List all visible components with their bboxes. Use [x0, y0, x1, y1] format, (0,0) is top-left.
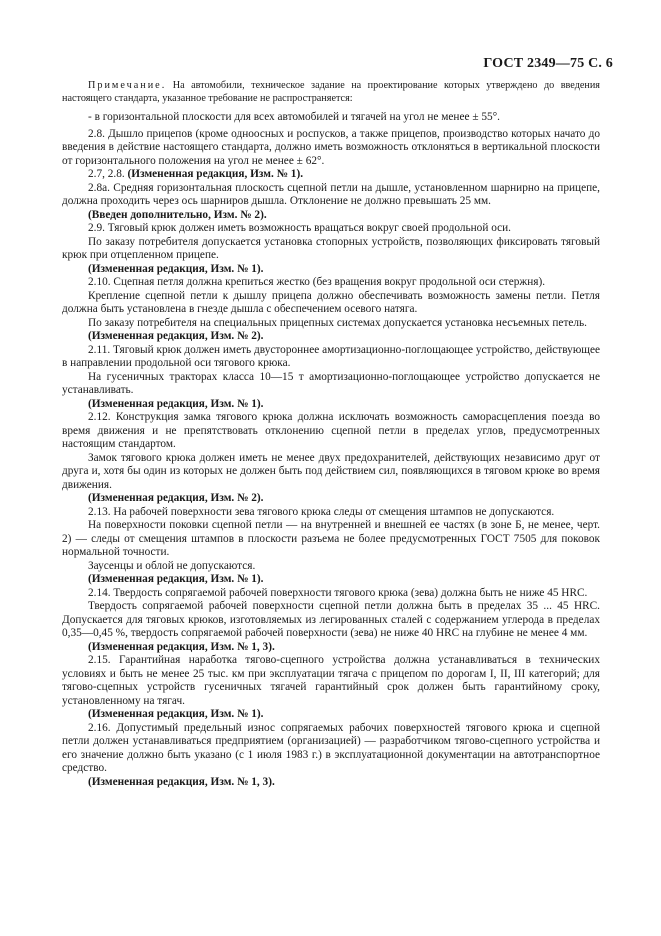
paragraph-text: Крепление сцепной петли к дышлу прицепа должно обеспечивать возможность замены петли. Петля должна быть установлена в гнезде дышла с обеспечением осевого натяга. — [62, 289, 600, 315]
paragraph-2-8a: 2.8а. Средняя горизонтальная плоскость сцепной петли на дышле, установленном шарнирно на прицепе, должна проходить через ось шарниров дышла. Отклонение не должно превышать 25 мм. — [62, 181, 600, 207]
paragraph-text: По заказу потребителя на специальных прицепных системах допускается установка несъемных петель. — [88, 316, 588, 329]
paragraph-2-16: 2.16. Допустимый предельный износ сопрягаемых рабочих поверхностей тягового крюка и сцепной петли должен устанавливаться предприятием (организацией) — разработчиком тягово-сцепного устройства и его значение должно быть указано (с 1 июля 1983 г.) в эксплуатационной документации на автотранспортное средство. — [62, 721, 600, 774]
amendment-note: (Измененная редакция, Изм. № 1). — [88, 397, 264, 410]
paragraph-2-9: 2.9. Тяговый крюк должен иметь возможность вращаться вокруг своей продольной оси. — [88, 222, 512, 234]
amendment-note: (Измененная редакция, Изм. № 2). — [88, 330, 264, 342]
paragraph-2-8: 2.8. Дышло прицепов (кроме одноосных и роспусков, а также прицепов, производство которых начато до введения в действие настоящего стандарта, должно иметь возможность отклоняться в вертикальной плоскости от горизонтального положения на угол не менее ± 62°. — [62, 127, 600, 167]
paragraph-2-10: 2.10. Сцепная петля должна крепиться жестко (без вращения вокруг продольной оси стержня). — [88, 276, 546, 288]
note-paragraph — [62, 80, 600, 105]
paragraph-2-7-2-8-amendment — [62, 168, 600, 182]
note-label: Примечание. — [88, 80, 167, 91]
paragraph-text: По заказу потребителя допускается установка стопорных устройств, позволяющих фиксировать тяговый крюк при отцепленном прицепе. — [62, 235, 600, 261]
paragraph-2-12: 2.12. Конструкция замка тягового крюка должна исключать возможность саморасцепления поезда во время движения и не препятствовать отклонению сцепной петли в пределах углов, предусмотренных настоящим стандартом. — [62, 411, 600, 450]
paragraph-2-15: 2.15. Гарантийная наработка тягово-сцепного устройства должна устанавливаться в технических условиях и быть не менее 25 тыс. км при эксплуатации тягача с прицепом по дорогам I, II, III категорий; для тягово-сцепных устройств гусеничных тягачей гарантийный срок должен быть гарантийному сроку, установленному на тягач. — [62, 654, 600, 707]
amendment-note: (Введен дополнительно, Изм. № 2). — [88, 208, 267, 221]
amendment-note: (Измененная редакция, Изм. № 1). — [88, 708, 264, 720]
amendment-note: (Измененная редакция, Изм. № 1, 3). — [88, 640, 275, 653]
paragraph-horizontal-plane: - в горизонтальной плоскости для всех автомобилей и тягачей на угол не менее ± 55°. — [88, 111, 500, 123]
page-header: ГОСТ 2349—75 С. 6 — [483, 56, 613, 71]
paragraph-text: Заусенцы и облой не допускаются. — [88, 559, 256, 572]
paragraph-text: На поверхности поковки сцепной петли — на внутренней и внешней ее частях (в зоне Б, не менее, черт. 2) — следы от смещения штампов в плоскости разъема не более предусмотренных ГОСТ 7505 для поковок нормальной точности. — [62, 519, 600, 558]
paragraph-text: Замок тягового крюка должен иметь не менее двух предохранителей, действующих независимо друг от друга и, хотя бы один из которых не должен быть под действием сил, появляющихся в тяговом крюке во время движения. — [62, 451, 600, 491]
paragraph-2-13: 2.13. На рабочей поверхности зева тягового крюка следы от смещения штампов не допускаются. — [88, 505, 555, 518]
amendment-note: (Измененная редакция, Изм. № 2). — [88, 492, 264, 504]
paragraph-text: Твердость сопрягаемой рабочей поверхности сцепной петли должна быть в пределах 35 ... 45 HRC. Допускается для тяговых крюков, изготовляемых из легированных сталей с содержанием углерода в пределах 0,35—0,45 %, твердость сопрягаемой рабочей поверхности (зева) не ниже 40 HRC на глубине не менее 4 мм. — [62, 600, 600, 639]
document-body — [62, 80, 600, 789]
amendment-note: (Измененная редакция, Изм. № 1). — [127, 168, 304, 180]
amendment-note: (Измененная редакция, Изм. № 1). — [88, 262, 264, 275]
note-text: На автомобили, техническое задание на проектирование которых утверждено до введения настоящего стандарта, указанное требование не распространяется: — [62, 80, 600, 104]
amendment-number: 2.7, 2.8. — [88, 168, 128, 180]
paragraph-2-11: 2.11. Тяговый крюк должен иметь двустороннее амортизационно-поглощающее устройство, действующее в направлении продольной оси тягового крюка. — [62, 343, 600, 369]
amendment-note: (Измененная редакция, Изм. № 1, 3). — [88, 775, 275, 788]
paragraph-text: На гусеничных тракторах класса 10—15 т амортизационно-поглощающее устройство допускается не устанавливать. — [62, 370, 600, 396]
amendment-note: (Измененная редакция, Изм. № 1). — [88, 573, 264, 585]
paragraph-2-14: 2.14. Твердость сопрягаемой рабочей поверхности тягового крюка (зева) должна быть не ниже 45 HRC. — [88, 586, 588, 599]
